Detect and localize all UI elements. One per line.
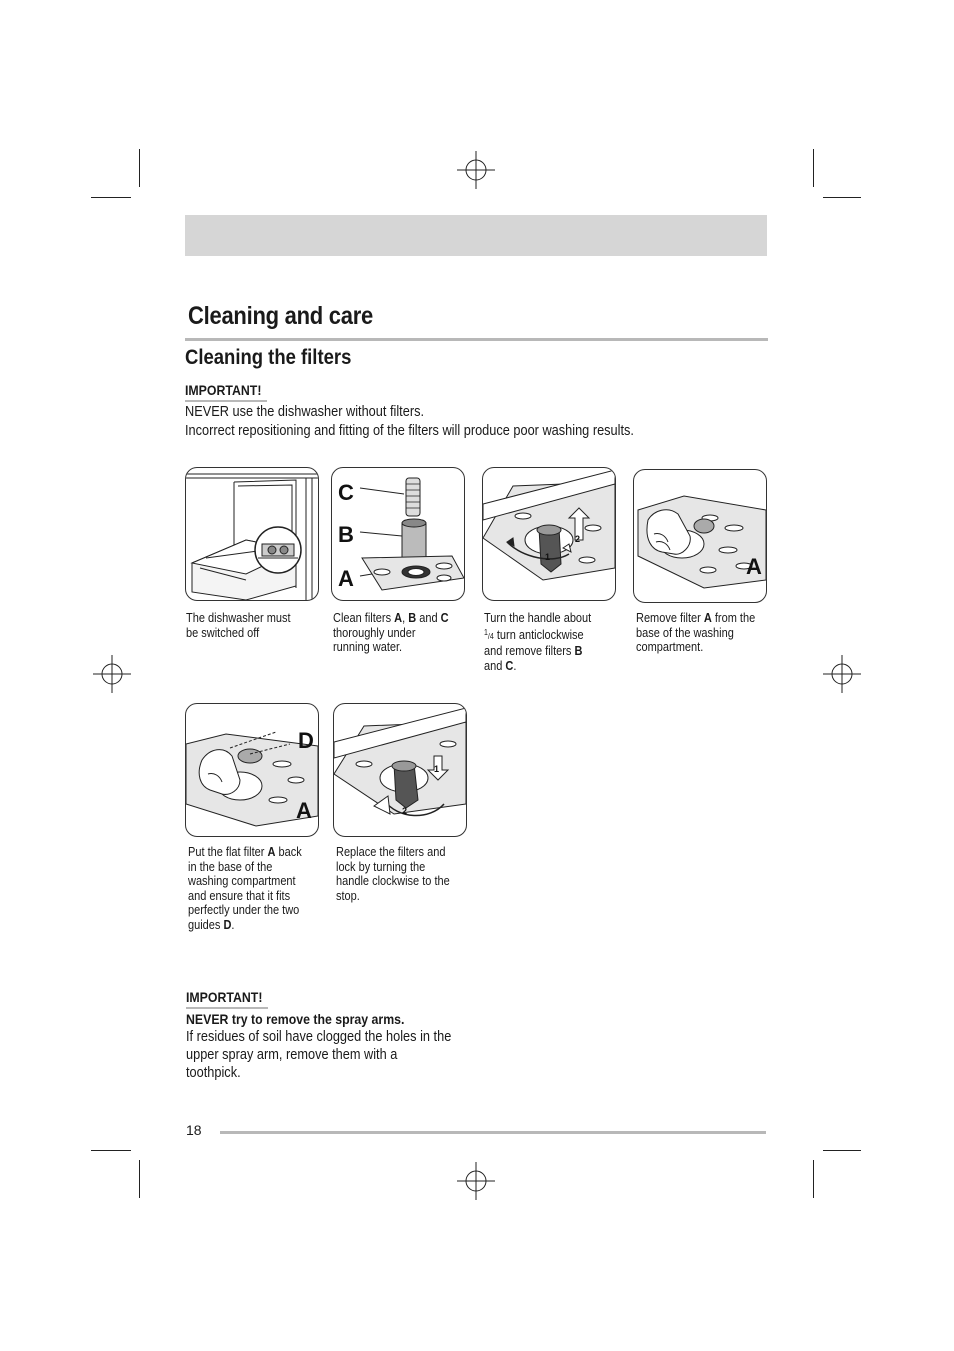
page-number: 18 [186, 1122, 202, 1138]
svg-text:2: 2 [575, 534, 581, 544]
svg-text:B: B [338, 522, 354, 547]
crop-mark [91, 1150, 131, 1151]
svg-text:A: A [296, 798, 312, 823]
figure-caption: Put the flat filter A back in the base of the washing compartment and ensure that it fits perfectly under the two guides D. [188, 845, 302, 932]
svg-text:D: D [298, 728, 314, 753]
svg-text:2: 2 [402, 806, 408, 816]
registration-mark-icon [823, 655, 861, 693]
crop-mark [813, 149, 814, 187]
warning-text: upper spray arm, remove them with a [186, 1047, 398, 1063]
figure-caption: Replace the filters and lock by turning the handle clockwise to the stop. [336, 845, 450, 903]
registration-mark-icon [457, 151, 495, 189]
important-underline [186, 1007, 268, 1009]
crop-mark [139, 1160, 140, 1198]
crop-mark [139, 149, 140, 187]
warning-text: Incorrect repositioning and fitting of the filters will produce poor washing results. [185, 423, 634, 439]
warning-text: If residues of soil have clogged the holes in the [186, 1029, 452, 1045]
svg-text:1: 1 [434, 764, 440, 774]
crop-mark [91, 197, 131, 198]
important-underline [185, 400, 267, 402]
lock-filters-illustration [333, 703, 467, 837]
figure-caption: Clean filters A, B and C thoroughly under running water. [333, 611, 449, 654]
crop-mark [823, 197, 861, 198]
registration-mark-icon [457, 1162, 495, 1200]
svg-text:C: C [338, 480, 354, 505]
turn-handle-illustration [482, 467, 616, 601]
crop-mark [823, 1150, 861, 1151]
important-label: IMPORTANT! [185, 382, 262, 398]
figure-caption: Remove filter A from the base of the washing compartment. [636, 611, 756, 654]
warning-text: toothpick. [186, 1065, 241, 1081]
header-band [185, 215, 767, 256]
svg-text:A: A [746, 554, 762, 579]
filters-abc-illustration [331, 467, 465, 601]
section-title: Cleaning the filters [185, 346, 352, 369]
page-title: Cleaning and care [188, 302, 374, 330]
remove-filter-a-illustration [633, 469, 767, 603]
warning-bold-text: NEVER try to remove the spray arms. [186, 1011, 405, 1027]
registration-mark-icon [93, 655, 131, 693]
footer-divider [220, 1131, 766, 1134]
figure-caption: Turn the handle about $^1$/4 turn anticlockwise and remove filters B and C. [484, 611, 592, 673]
title-divider [185, 338, 768, 341]
dishwasher-switched-off-illustration [185, 467, 319, 601]
svg-text:A: A [338, 566, 354, 591]
figure-caption: The dishwasher must be switched off [186, 611, 291, 640]
crop-mark [813, 1160, 814, 1198]
svg-text:1: 1 [545, 552, 551, 562]
replace-flat-filter-illustration [185, 703, 319, 837]
warning-text: NEVER use the dishwasher without filters. [185, 404, 425, 420]
important-label: IMPORTANT! [186, 989, 263, 1005]
